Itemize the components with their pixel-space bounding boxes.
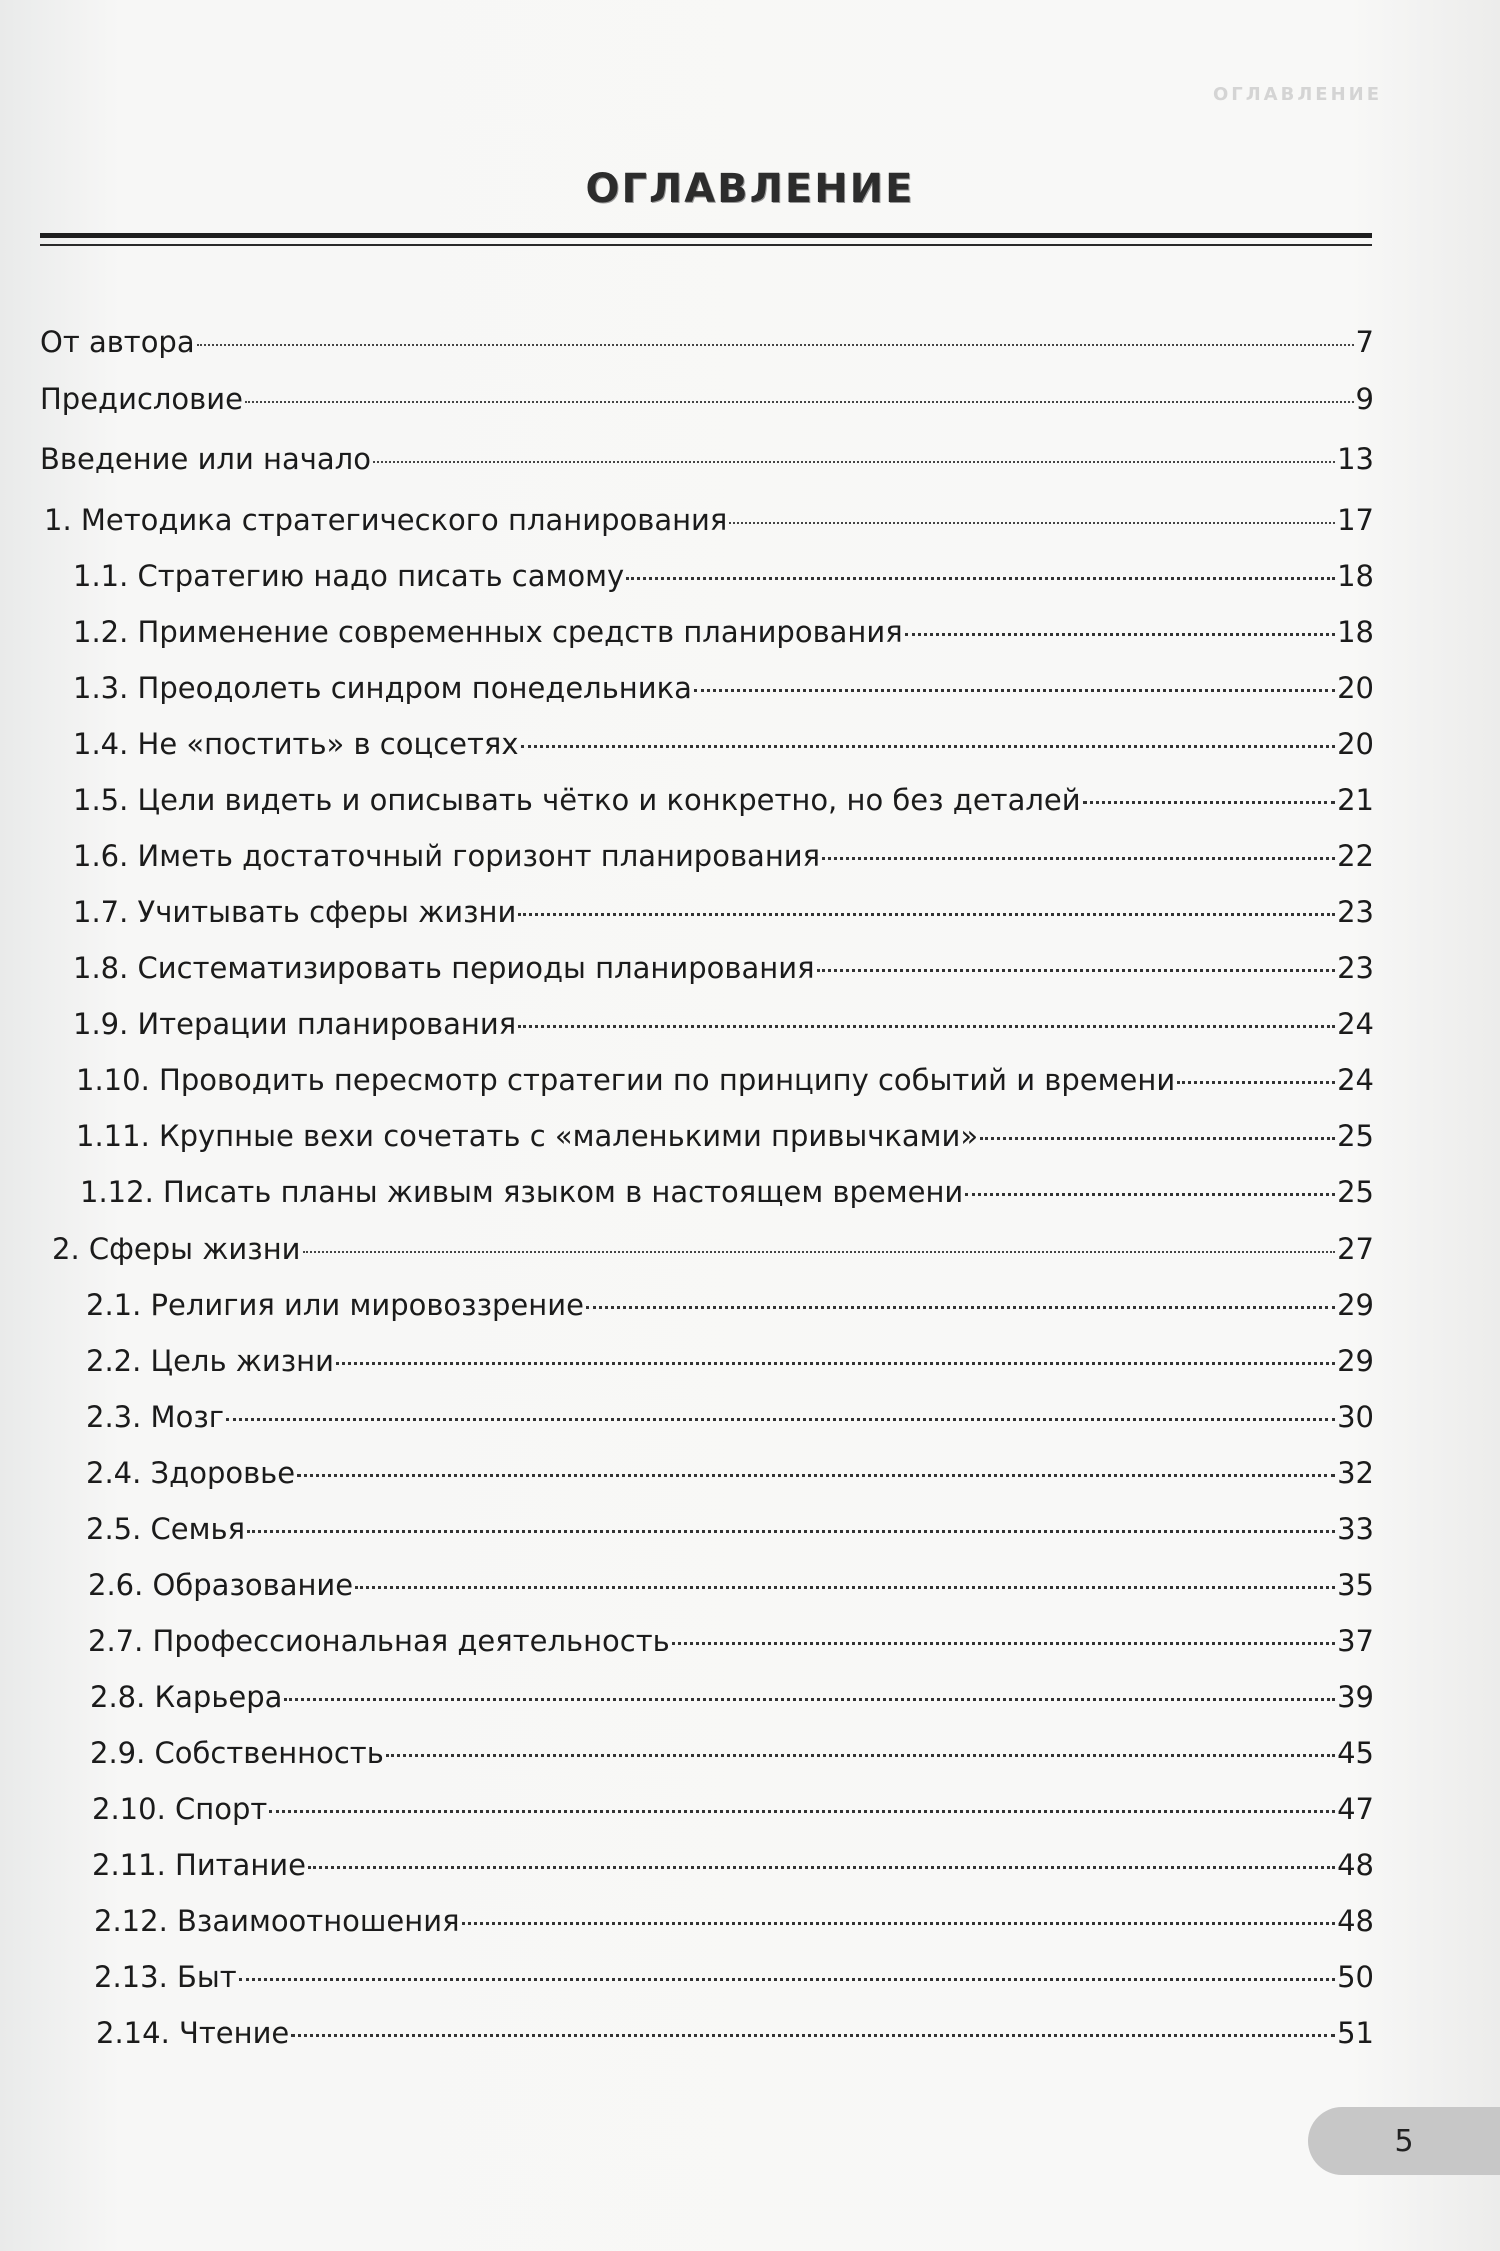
toc-entry-page: 23	[1337, 895, 1374, 929]
toc-entry-page: 18	[1337, 615, 1374, 649]
toc-entry-page: 24	[1337, 1063, 1374, 1097]
dot-leader	[226, 1418, 1335, 1421]
toc-entry[interactable]	[88, 1561, 1374, 1609]
toc-entry[interactable]	[86, 1337, 1374, 1385]
dot-leader	[373, 461, 1335, 463]
dot-leader	[521, 745, 1336, 748]
dot-leader	[817, 969, 1336, 972]
toc-entry-label: 2.4. Здоровье	[86, 1456, 296, 1490]
toc-entry[interactable]	[52, 1225, 1374, 1273]
toc-entry-page: 29	[1337, 1288, 1374, 1322]
toc-entry-page: 9	[1355, 382, 1374, 416]
toc-entry[interactable]	[73, 552, 1374, 600]
toc-entry[interactable]	[76, 1112, 1374, 1160]
toc-entry-page: 39	[1337, 1680, 1374, 1714]
toc-entry-page: 20	[1337, 727, 1374, 761]
toc-entry-page: 25	[1337, 1175, 1374, 1209]
toc-entry[interactable]	[40, 318, 1374, 366]
dot-leader	[197, 344, 1354, 346]
toc-entry[interactable]	[73, 608, 1374, 656]
toc-entry[interactable]	[86, 1281, 1374, 1329]
title-rule-thin	[40, 244, 1372, 246]
dot-leader	[822, 857, 1335, 860]
toc-entry-page: 32	[1337, 1456, 1374, 1490]
toc-entry[interactable]	[73, 776, 1374, 824]
dot-leader	[245, 401, 1354, 403]
dot-leader	[586, 1306, 1335, 1309]
toc-entry-label: 1.8. Систематизировать периоды планирования	[73, 951, 815, 985]
toc-entry-label: 1.11. Крупные вехи сочетать с «маленькими привычками»	[76, 1119, 979, 1153]
toc-entry-page: 30	[1337, 1400, 1374, 1434]
toc-entry[interactable]	[92, 1841, 1374, 1889]
toc-entry-label: 1.5. Цели видеть и описывать чётко и конкретно, но без деталей	[73, 783, 1081, 817]
dot-leader	[980, 1137, 1335, 1140]
toc-entry[interactable]	[73, 720, 1374, 768]
toc-entry-label: 2.7. Профессиональная деятельность	[88, 1624, 670, 1658]
toc-entry-label: 1.12. Писать планы живым языком в настоящем времени	[80, 1175, 964, 1209]
toc-entry-page: 18	[1337, 559, 1374, 593]
toc-entry[interactable]	[86, 1393, 1374, 1441]
title-rule-thick	[40, 233, 1372, 238]
toc-entry-page: 29	[1337, 1344, 1374, 1378]
toc-entry-page: 25	[1337, 1119, 1374, 1153]
toc-entry-page: 48	[1337, 1904, 1374, 1938]
toc-entry-label: 1.4. Не «постить» в соцсетях	[73, 727, 519, 761]
toc-entry-page: 48	[1337, 1848, 1374, 1882]
toc-entry-page: 17	[1337, 503, 1374, 537]
toc-entry-label: Введение или начало	[40, 442, 371, 476]
toc-entry-label: 2.10. Спорт	[92, 1792, 268, 1826]
toc-entry[interactable]	[86, 1449, 1374, 1497]
toc-entry[interactable]	[88, 1617, 1374, 1665]
toc-entry-page: 33	[1337, 1512, 1374, 1546]
dot-leader	[672, 1642, 1335, 1645]
toc-entry-page: 13	[1337, 442, 1374, 476]
toc-entry-label: 2.2. Цель жизни	[86, 1344, 334, 1378]
toc-entry-label: 1.2. Применение современных средств планирования	[73, 615, 903, 649]
dot-leader	[284, 1698, 1335, 1701]
toc-entry-label: 1.3. Преодолеть синдром понедельника	[73, 671, 692, 705]
toc-entry-page: 35	[1337, 1568, 1374, 1602]
dot-leader	[626, 577, 1335, 580]
dot-leader	[905, 633, 1335, 636]
toc-entry-page: 37	[1337, 1624, 1374, 1658]
toc-entry-page: 22	[1337, 839, 1374, 873]
toc-entry-label: 1.6. Иметь достаточный горизонт планирования	[73, 839, 821, 873]
dot-leader	[1177, 1081, 1335, 1084]
dot-leader	[247, 1530, 1335, 1533]
toc-entry-page: 20	[1337, 671, 1374, 705]
dot-leader	[694, 689, 1335, 692]
toc-entry[interactable]	[96, 2009, 1374, 2057]
toc-entry-page: 51	[1337, 2016, 1374, 2050]
dot-leader	[297, 1474, 1335, 1477]
toc-entry-label: 2.6. Образование	[88, 1568, 354, 1602]
page-number-badge	[1308, 2107, 1500, 2175]
toc-entry[interactable]	[73, 944, 1374, 992]
toc-entry-label: 1.10. Проводить пересмотр стратегии по принципу событий и времени	[76, 1063, 1176, 1097]
dot-leader	[1083, 801, 1336, 804]
toc-entry-label: 1.9. Итерации планирования	[73, 1007, 517, 1041]
toc-entry-label: 1.7. Учитывать сферы жизни	[73, 895, 517, 929]
toc-entry-label: 2.12. Взаимоотношения	[94, 1904, 460, 1938]
running-head: ОГЛАВЛЕНИЕ	[1212, 84, 1382, 105]
toc-entry-page: 50	[1337, 1960, 1374, 1994]
toc-entry[interactable]	[92, 1785, 1374, 1833]
toc-entry[interactable]	[40, 375, 1374, 423]
page-number: 5	[1394, 2123, 1414, 2159]
dot-leader	[308, 1866, 1335, 1869]
toc-entry[interactable]	[90, 1729, 1374, 1777]
dot-leader	[355, 1586, 1335, 1589]
dot-leader	[303, 1251, 1336, 1253]
toc-entry-page: 21	[1337, 783, 1374, 817]
dot-leader	[336, 1362, 1335, 1365]
toc-entry[interactable]	[94, 1953, 1374, 2001]
dot-leader	[518, 1025, 1335, 1028]
toc-entry-page: 7	[1355, 325, 1374, 359]
dot-leader	[269, 1810, 1335, 1813]
dot-leader	[462, 1922, 1336, 1925]
toc-entry[interactable]	[73, 664, 1374, 712]
toc-entry-label: Предисловие	[40, 382, 243, 416]
toc-entry[interactable]	[40, 435, 1374, 483]
toc-entry-label: От автора	[40, 325, 195, 359]
dot-leader	[518, 913, 1335, 916]
toc-entry[interactable]	[73, 832, 1374, 880]
toc-entry-label: 1. Методика стратегического планирования	[44, 503, 728, 537]
toc-entry-label: 2.9. Собственность	[90, 1736, 384, 1770]
toc-entry-label: 2.8. Карьера	[90, 1680, 283, 1714]
toc-entry[interactable]	[80, 1168, 1374, 1216]
dot-leader	[386, 1754, 1335, 1757]
toc-entry-page: 47	[1337, 1792, 1374, 1826]
dot-leader	[291, 2034, 1335, 2037]
toc-entry-label: 2.5. Семья	[86, 1512, 246, 1546]
toc-entry-page: 24	[1337, 1007, 1374, 1041]
toc-entry[interactable]	[94, 1897, 1374, 1945]
toc-entry[interactable]	[44, 496, 1374, 544]
toc-entry-label: 2.14. Чтение	[96, 2016, 290, 2050]
toc-entry-label: 2.3. Мозг	[86, 1400, 224, 1434]
toc-entry-label: 2.13. Быт	[94, 1960, 237, 1994]
toc-entry[interactable]	[86, 1505, 1374, 1553]
dot-leader	[239, 1978, 1335, 1981]
toc-entry-page: 45	[1337, 1736, 1374, 1770]
toc-entry[interactable]	[73, 1000, 1374, 1048]
toc-entry[interactable]	[90, 1673, 1374, 1721]
dot-leader	[965, 1193, 1335, 1196]
toc-entry[interactable]	[73, 888, 1374, 936]
page-title: ОГЛАВЛЕНИЕ	[585, 166, 915, 212]
toc-entry-label: 2.11. Питание	[92, 1848, 306, 1882]
dot-leader	[729, 522, 1335, 524]
toc-entry-label: 2.1. Религия или мировоззрение	[86, 1288, 584, 1322]
toc-entry-label: 1.1. Стратегию надо писать самому	[73, 559, 625, 593]
toc-entry-label: 2. Сферы жизни	[52, 1232, 301, 1266]
toc-entry[interactable]	[76, 1056, 1374, 1104]
toc-entry-page: 27	[1337, 1232, 1374, 1266]
toc-entry-page: 23	[1337, 951, 1374, 985]
